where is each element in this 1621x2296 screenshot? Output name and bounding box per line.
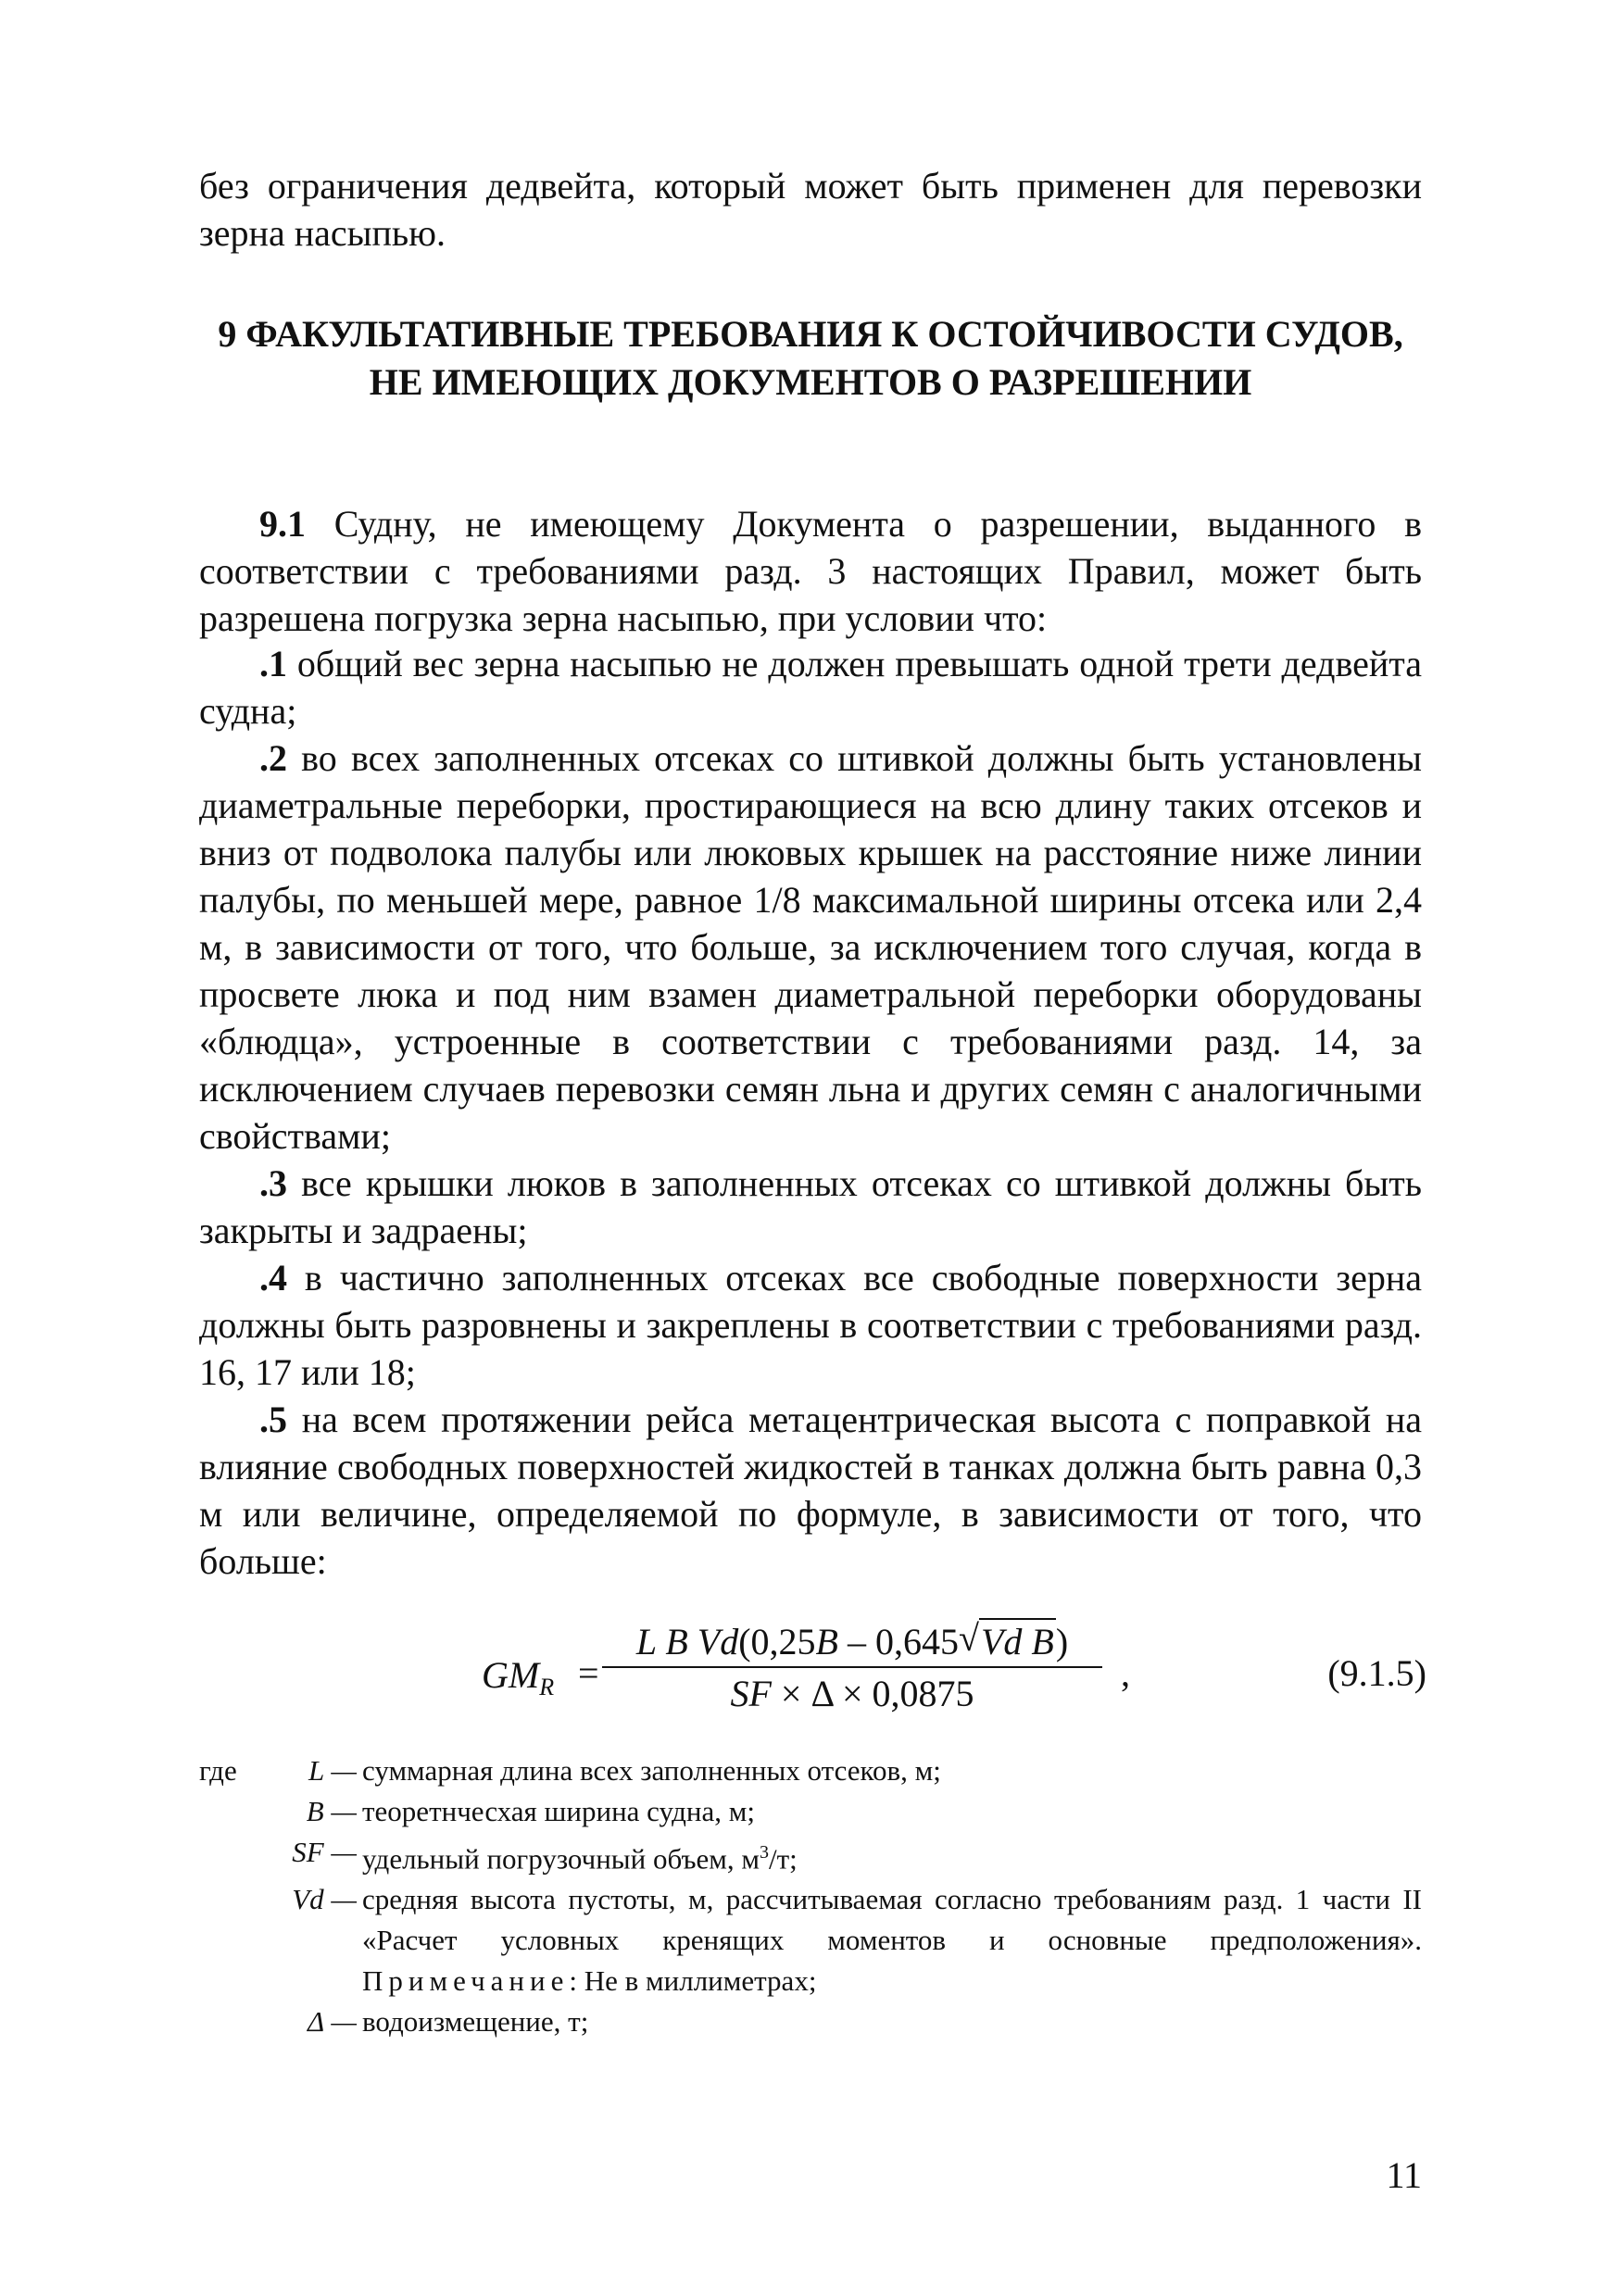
- formula-numerator: L B Vd(0,25B – 0,645 √ Vd B): [635, 1617, 1069, 1662]
- note-label: Примечание: [362, 1964, 570, 1998]
- definition-text: суммарная длина всех заполненных отсеков, м;: [362, 1754, 941, 1787]
- fraction-bar: [602, 1666, 1102, 1668]
- formula-comma: ,: [1121, 1652, 1130, 1694]
- definition-row: [199, 2001, 1422, 2042]
- definition-symbol: Vd —: [292, 1883, 357, 1916]
- clause-9-1: [199, 500, 1422, 642]
- square-root: √ Vd B: [958, 1617, 1054, 1662]
- formula-denominator: SF × Δ × 0,0875: [730, 1673, 974, 1714]
- item-number: .4: [259, 1257, 287, 1299]
- heading-line-1: 9 ФАКУЛЬТАТИВНЫЕ ТРЕБОВАНИЯ К ОСТОЙЧИВОСТИ СУДОВ,: [218, 313, 1403, 355]
- item-number: .1: [259, 643, 287, 684]
- section-heading: [199, 310, 1422, 407]
- item-text: на всем протяжении рейса метацентрическая высота с поправкой на влияние свободных поверхностей жидкостей в танках должна быть равна 0,3 м или величине, определяемой по формуле, в зависимости от того, что больше:: [199, 1399, 1422, 1582]
- item-text: в частично заполненных отсеках все свободные поверхности зерна должны быть разровнены и закреплены в соответствии с требованиями разд. 16, 17 или 18;: [199, 1257, 1423, 1393]
- page-number: 11: [1386, 2154, 1422, 2196]
- definition-symbol: L —: [308, 1754, 357, 1787]
- item-text: во всех заполненных отсеках со штивкой должны быть установлены диаметральные переборки, простирающиеся на всю длину таких отсеков и вниз от подволока палубы или люковых крышек на расстояние ниже линии палубы, по меньшей мере, равное 1/8 максимальной ширины отсека или 2,4 м, в зависимости от того, что больше, за исключением того случая, когда в просвете люка и под ним взамен диаметральной переборки оборудованы «блюдца», устроенные в соответствии с требованиями разд. 14, за исключением случаев перевозки семян льна и других семян с аналогичными свойствами;: [199, 737, 1423, 1157]
- heading-line-2: НЕ ИМЕЮЩИХ ДОКУМЕНТОВ О РАЗРЕШЕНИИ: [369, 361, 1252, 403]
- intro-paragraph: без ограничения дедвейта, который может быть применен для перевозки зерна насыпью.: [199, 165, 1422, 254]
- item-2: [199, 734, 1422, 1160]
- item-number: .3: [259, 1162, 287, 1204]
- formula-equals: =: [578, 1652, 599, 1694]
- definition-text: средняя высота пустоты, м, рассчитываемая согласно требованиям разд. 1 части II «Расчет условных кренящих моментов и основные предположения». Примечание: Не в миллиметрах;: [362, 1883, 1422, 1998]
- definition-text: теоретнчесхая ширина судна, м;: [362, 1795, 755, 1827]
- definition-symbol: B —: [306, 1795, 357, 1827]
- definition-symbol: Δ —: [308, 2005, 357, 2039]
- formula-definitions: [199, 1750, 1422, 2042]
- definition-row: [199, 1832, 1422, 1879]
- item-text: все крышки люков в заполненных отсеках со штивкой должны быть закрыты и задраены;: [199, 1162, 1423, 1251]
- item-text: общий вес зерна насыпью не должен превышать одной трети дедвейта судна;: [199, 643, 1423, 732]
- item-3: [199, 1160, 1422, 1254]
- definition-row: [199, 1750, 1422, 1791]
- definition-row: [199, 1879, 1422, 2001]
- formula-9-1-5: [482, 1616, 1426, 1727]
- definition-text: удельный погрузочный объем, $м^3/т$;: [362, 1842, 798, 1876]
- equation-number: (9.1.5): [1327, 1652, 1426, 1694]
- clause-text: Судну, не имеющему Документа о разрешении, выданного в соответствии с требованиями разд. 3 настоящих Правил, может быть разрешена погрузка зерна насыпью, при условии что:: [199, 503, 1422, 639]
- item-number: .5: [259, 1399, 287, 1440]
- formula-lhs: $GM_R$: [482, 1654, 555, 1700]
- definition-text: водоизмещение, т;: [362, 2005, 589, 2039]
- clause-number: 9.1: [259, 503, 306, 545]
- item-number: .2: [259, 737, 287, 779]
- definition-symbol: SF —: [292, 1836, 357, 1868]
- item-1: [199, 640, 1422, 734]
- where-label: где: [199, 1754, 237, 1787]
- item-4: [199, 1254, 1422, 1396]
- definition-row: [199, 1791, 1422, 1832]
- item-5: [199, 1396, 1422, 1585]
